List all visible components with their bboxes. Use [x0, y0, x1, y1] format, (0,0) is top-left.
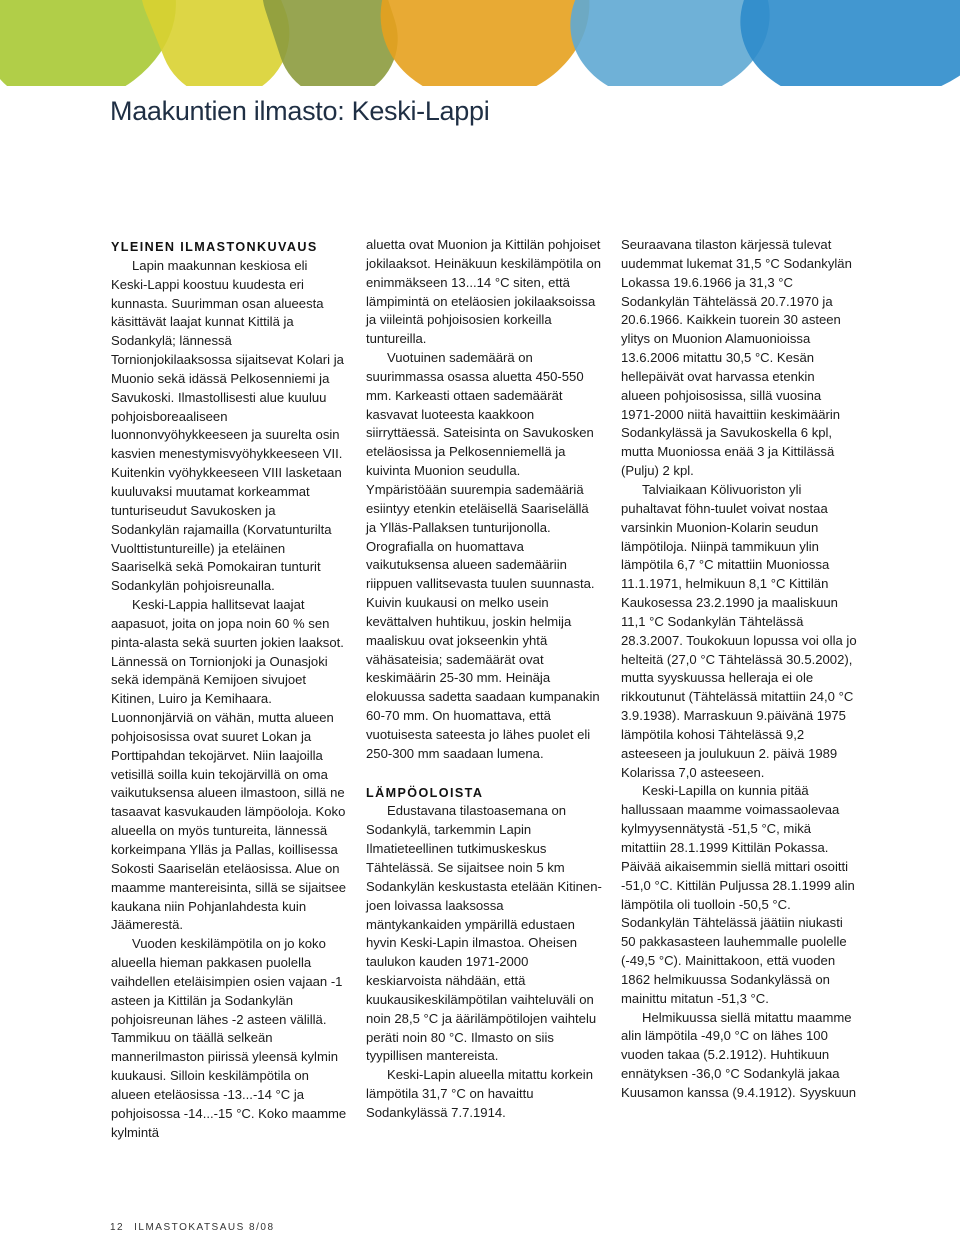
paragraph: aluetta ovat Muonion ja Kittilän pohjoiset jokilaaksot. Heinäkuun keskilämpötila on enimmäkseen 13...14 °C siten, että lämpimintä on eteläosien jokilaaksoissa ja viileintä pohjoisosien korkeilla tuntureilla.	[366, 237, 602, 347]
band-shape-blue	[732, 0, 960, 86]
color-band-graphic	[0, 0, 960, 86]
band-shape-orange	[364, 0, 607, 86]
paragraph: Keski-Lapin alueella mitattu korkein lämpötila 31,7 °C on havaittu Sodankylässä 7.7.1914.	[366, 1067, 593, 1120]
paragraph: Vuotuinen sademäärä on suurimmassa osassa aluetta 450-550 mm. Karkeasti ottaen sademäärät kasvavat luoteesta kaakkoon siirryttäessä. Sateisinta on Savukosken eteläosissa ja Pelkosenniemellä ja kuivinta Muonion seudulla. Ympäristöään suurempia sademääriä esiintyy etenkin eteläisellä Saariselällä ja Ylläs-Pallaksen tunturijonolla. Orografialla on huomattava vaikutuksensa alueen sademääriin riippuen vallitsevasta tuulen suunnasta. Kuivin kuukausi on melko usein kevättalven huhtikuu, joskin helmija maaliskuu ovat jokseenkin yhtä vähäsateisia; sademäärät ovat keskimäärin 25-30 mm. Heinäja elokuussa sadetta saadaan kumpanakin 60-70 mm. On huomattava, että vuotuisesta sateesta jo lähes puolet eli 250-300 mm saadaan lumena.	[366, 350, 600, 761]
paragraph: Lapin maakunnan keskiosa eli Keski-Lappi koostuu kuudesta eri kunnasta. Suurimman osan alueesta käsittävät laajat kunnat Kittilä ja Sodankylä; lännessä Tornionjokilaaksossa sijaitsevat Kolari ja Muonio sekä idässä Pelkosenniemi ja Savukoski. Ilmastollisesti alue kuuluu pohjoisboreaaliseen luonnonvyöhykkeeseen ja suurelta osin kasvien menestymisvyöhykkeeseen VII. Kuitenkin vyöhykkeeseen VIII lasketaan kuuluvaksi muutamat korkeammat tunturiseudut Savukosken ja Sodankylän rajamailla (Korvatunturilta Vuolttistuntureille) ja eteläinen Saariselkä sekä Pomokairan tunturit Sodankylän pohjoisreunalla.	[111, 257, 344, 594]
paragraph: Talviaikaan Kölivuoriston yli puhaltavat föhn-tuulet voivat nostaa varsinkin Muonion-Kolarin seudun lämpötiloja. Niinpä tammikuun ylin lämpötila 6,7 °C mitattiin Muoniossa 11.1.1971, helmikuun 8,1 °C Kittilän Kaukosessa 23.2.1990 ja maaliskuun 11,1 °C Sodankylän Tähtelässä 28.3.2007. Toukokuun lopussa voi olla jo helteitä (27,0 °C Tähtelässä 30.5.2002), mutta syyskuussa helleraja ei ole rikkoutunut (Tähtelässä mitattiin 24,0 °C 3.9.1938). Marraskuun 9.päivänä 1975 lämpötila kohosi Tähtelässä 9,2 asteeseen ja joulukuun 2. päivä 1989 Kolarissa 7,0 asteeseen.	[621, 481, 857, 780]
paragraph: Edustavana tilastoasemana on Sodankylä, tarkemmin Lapin Ilmatieteellinen tutkimuskeskus Tähtelässä. Se sijaitsee noin 5 km Sodankylän keskustasta etelään Kitinen-joen loivassa laaksossa mäntykankaiden ympärillä edustaen hyvin Keski-Lapin ilmastoa. Oheisen taulukon kauden 1971-2000 keskiarvoista nähdään, että kuukausikeskilämpötilan vaihteluväli on noin 28,5 °C ja äärilämpötilojen vaihtelu peräti noin 80 °C. Ilmasto on siis tyypillisen mantereista.	[366, 803, 602, 1064]
text-column-3	[621, 236, 857, 1103]
page-title: Maakuntien ilmasto: Keski-Lappi	[110, 96, 490, 126]
text-column-1	[111, 236, 347, 1143]
paragraph: Vuoden keskilämpötila on jo koko alueella hieman pakkasen puolella vaihdellen eteläisimpien osien vajaan -1 asteen ja Kittilän ja Sodankylän pohjoisreunan lähes -2 asteen välillä. Tammikuu on täällä selkeän mannerilmaston piirissä yleensä kylmin kuukausi. Silloin keskilämpötila on alueen eteläosissa -13...-14 °C ja pohjoisossa -14...-15 °C. Koko maamme kylmintä	[111, 936, 347, 1140]
page-footer	[110, 1222, 275, 1233]
section-heading-temperature: LÄMPÖOLOISTA	[366, 785, 484, 800]
page-number: 12	[110, 1222, 125, 1233]
paragraph: Seuraavana tilaston kärjessä tulevat uudemmat lukemat 31,5 °C Sodankylän Lokassa 19.6.1966 ja 31,3 °C Sodankylän Tähtelässä 20.7.1970 ja 20.6.1966. Kaikkein tuorein 30 asteen ylitys on Muonion Alamuonioissa 13.6.2006 mitattu 30,5 °C. Kesän hellepäivät ovat harvassa etenkin alueen pohjoisosissa, sillä vuosina 1971-2000 niitä havaittiin keskimäärin Sodankylässä ja Savukoskella 6 kpl, mutta Muoniossa enää 3 ja Kittilässä (Pulju) 2 kpl.	[621, 237, 852, 479]
paragraph: Keski-Lapilla on kunnia pitää hallussaan maamme voimassaolevaa kylmyysennätystä -51,5 °C, mikä mitattiin 28.1.1999 Kittilän Pokassa. Päivää aikaisemmin siellä mittari osoitti -51,0 °C. Kittilän Puljussa 28.1.1999 alin lämpötila oli tuolloin -50,5 °C. Sodankylän Tähtelässä jäätiin niukasti 50 pakkasasteen lauhemmalle puolelle (-49,5 °C). Mainittakoon, että vuoden 1862 helmikuussa Sodankylässä on mainittu mitatun -51,3 °C.	[621, 783, 855, 1006]
section-heading-general: YLEINEN ILMASTONKUVAUS	[111, 240, 318, 254]
publication-name: ILMASTOKATSAUS 8/08	[134, 1222, 275, 1233]
paragraph: Keski-Lappia hallitsevat laajat aapasuot, joita on jopa noin 60 % sen pinta-alasta sekä suurten jokien laaksot. Lännessä on Tornionjoki ja Ounasjoki sekä idempänä Kemijoen sivujoet Kitinen, Luiro ja Kemihaara. Luonnonjärviä on vähän, mutta alueen pohjoisosissa ovat suuret Lokan ja Porttipahdan tekojärvet. Niin laajoilla vetisillä soilla kuin tekojärvillä on oma vaikutuksensa alueen ilmastoon, sillä ne tasaavat kasvukauden lämpöoloja. Koko alueella on myös tuntureita, lännessä korkeimpana Ylläs ja Pallas, koillisessa Sokosti Saariselän eteläosissa. Alue on maamme mantereisinta, sillä se sijaitsee kaukana niin Pohjanlahdesta kuin Jäämerestä.	[111, 597, 347, 933]
text-column-2	[366, 236, 602, 1123]
paragraph: Helmikuussa siellä mitattu maamme alin lämpötila -49,0 °C on lähes 100 vuoden takaa (5.2.1912). Huhtikuun ennätyksen -36,0 °C Sodankylä jakaa Kuusamon kanssa (9.4.1912). Syyskuun	[621, 1009, 857, 1100]
decorative-color-band	[0, 0, 960, 86]
